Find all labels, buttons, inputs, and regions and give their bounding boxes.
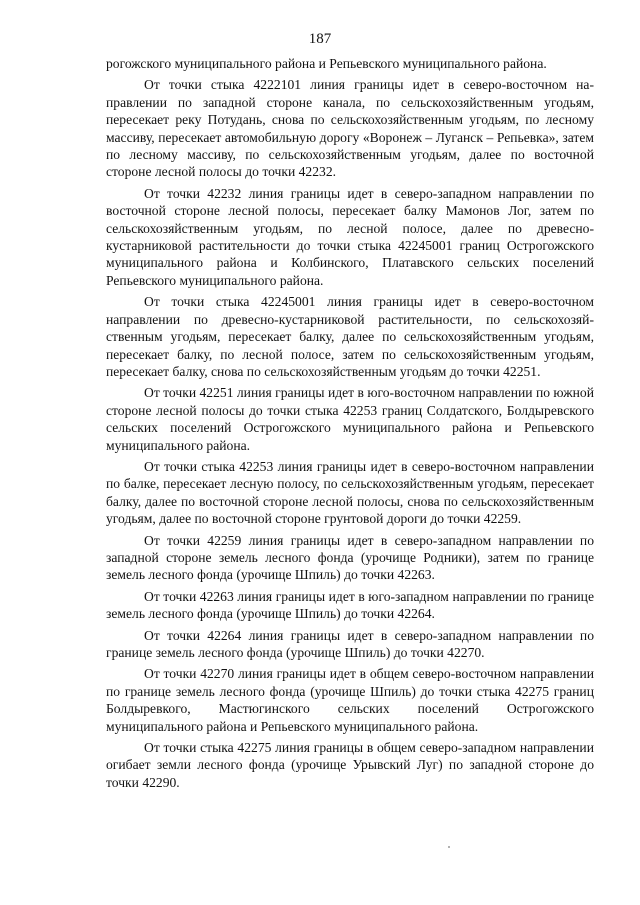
paragraph-point-42251: От точки 42251 линия границы идет в юго-восточном направлении по южной стороне лесной полосы до точки стыка 42253 границ Солдатского, Болдыревского сельских поселений Острогожского муниципального района и Репьевского муниципального района.	[106, 385, 594, 453]
paragraph-point-42253: От точки стыка 42253 линия границы идет в северо-восточном направлении по балке, пересекает лесную полосу, по сельскохозяйственным угодьям, пересекает балку, далее по восточной стороне лесной полосы, снова по сельскохозяйственным угодьям, далее по восточной стороне грунтовой дороги до точки 42259.	[106, 458, 594, 527]
paragraph-point-42245001: От точки стыка 42245001 линия границы идет в северо-восточном направлении по древесно-кустарниковой растительности, по сельскохозяйственным угодьям, пересекает балку, далее по сельскохозяйственным угодьям, пересекает балку, по лесной полосе, затем по сельскохозяйственным угодьям, пересекает балку, снова по сельскохозяйственным угодьям до точки 42251.	[106, 294, 594, 379]
document-body	[106, 55, 594, 795]
paragraph-point-42263: От точки 42263 линия границы идет в юго-западном направлении по границе земель лесного фонда (урочище Шпиль) до точки 42264.	[106, 588, 594, 622]
page-number: 187	[308, 31, 332, 47]
paragraph-point-42259: От точки 42259 линия границы идет в северо-западном направлении по западной стороне земель лесного фонда (урочище Родники), затем по границе земель лесного фонда (урочище Шпиль) до точки 42263.	[106, 532, 594, 583]
paragraph-point-42270: От точки 42270 линия границы идет в общем северо-восточном направлении по границе земель лесного фонда (урочище Шпиль) до точки стыка 42275 границ Болдыревкого, Мастюгинского сельских поселений Острогожского муниципального района и Репьевского муниципального района.	[106, 666, 594, 734]
paragraph-point-42264: От точки 42264 линия границы идет в северо-западном направлении по границе земель лесного фонда (урочище Шпиль) до точки 42270.	[106, 627, 594, 660]
scan-speck	[448, 846, 450, 848]
paragraph-continuation: рогожского муниципального района и Репьевского муниципального района.	[106, 56, 547, 71]
paragraph-point-42275: От точки стыка 42275 линия границы в общем северо-западном направлении огибает земли лесного фонда (урочище Урывский Луг) по западной стороне до точки 42290.	[106, 740, 594, 790]
paragraph-point-42232: От точки 42232 линия границы идет в северо-западном направлении по восточной стороне лесной полосы, пересекает балку Мамонов Лог, затем по сельскохозяйственным угодьям, по лесной полосе, далее по древесно-кустарниковой растительности до точки стыка 42245001 границ Острогожского муниципального района и Колбинского, Платавского сельских поселений Репьевского муниципального района.	[106, 185, 594, 288]
paragraph-point-4222101: От точки стыка 4222101 линия границы идет в северо-восточном направлении по западной стороне канала, по сельскохозяйственным угодьям, пересекает реку Потудань, снова по сельскохозяйственным угодьям, по лесному массиву, пересекает автомобильную дорогу «Воронеж – Луганск – Репьевка», затем по лесному массиву, по сельскохозяйственным угодьям, далее по восточной стороне лесной полосы до точки 42232.	[106, 77, 594, 180]
